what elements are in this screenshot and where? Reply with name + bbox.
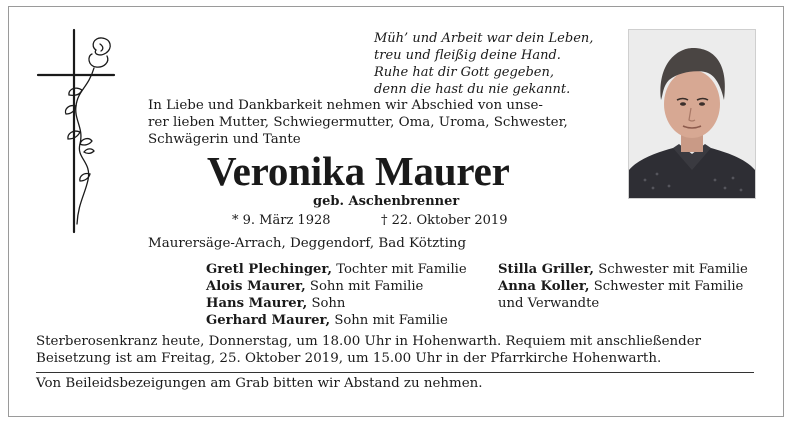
intro-line: In Liebe und Dankbarkeit nehmen wir Abschied von unse- xyxy=(148,98,543,113)
intro-line: Schwägerin und Tante xyxy=(148,132,301,147)
mourner-relation: Schwester mit Familie xyxy=(589,279,744,294)
mourner-relation: Sohn mit Familie xyxy=(305,279,424,294)
mourners-right xyxy=(498,261,748,312)
mourner-entry xyxy=(206,261,467,278)
deceased-name: Veronika Maurer xyxy=(207,148,510,194)
footer-note: Von Beileidsbezeigungen am Grab bitten wir Abstand zu nehmen. xyxy=(36,376,483,391)
places: Maurersäge-Arrach, Deggendorf, Bad Kötzting xyxy=(148,236,467,251)
intro-line: rer lieben Mutter, Schwiegermutter, Oma, Uroma, Schwester, xyxy=(148,115,568,130)
mourner-entry xyxy=(206,312,467,329)
mourner-entry xyxy=(498,278,748,295)
mourner-name: Gretl Plechinger, xyxy=(206,262,333,277)
mourner-name: Alois Maurer, xyxy=(206,279,306,294)
mourner-name: Anna Koller, xyxy=(498,279,590,294)
birth-name: geb. Aschenbrenner xyxy=(313,194,460,209)
divider xyxy=(36,372,754,373)
ceremony-line: Beisetzung ist am Freitag, 25. Oktober 2019, um 15.00 Uhr in der Pfarrkirche Hohenwarth. xyxy=(36,351,662,366)
death-date: † 22. Oktober 2019 xyxy=(381,213,508,228)
poem-line: treu und fleißig deine Hand. xyxy=(374,48,561,63)
mourner-relation: Sohn xyxy=(307,296,346,311)
mourner-entry xyxy=(498,295,748,312)
poem-line: Ruhe hat dir Gott gegeben, xyxy=(374,65,555,80)
mourner-entry xyxy=(206,278,467,295)
ceremony-line: Sterberosenkranz heute, Donnerstag, um 18.00 Uhr in Hohenwarth. Requiem mit anschließender xyxy=(36,334,702,349)
mourner-relation: Schwester mit Familie xyxy=(594,262,748,277)
cross-with-rose-icon xyxy=(30,28,130,234)
mourner-relation: Sohn mit Familie xyxy=(330,313,448,328)
mourners-left xyxy=(206,261,467,329)
mourner-relation: Tochter mit Familie xyxy=(332,262,467,277)
ceremony-info xyxy=(36,333,754,367)
mourner-name: Stilla Griller, xyxy=(498,262,594,277)
birth-date: * 9. März 1928 xyxy=(232,213,331,228)
mourner-entry xyxy=(498,261,748,278)
poem-line: denn die hast du nie gekannt. xyxy=(374,82,571,97)
portrait-photo xyxy=(628,29,756,199)
poem-line: Müh’ und Arbeit war dein Leben, xyxy=(374,31,594,46)
mourner-name: Gerhard Maurer, xyxy=(206,313,331,328)
mourner-relation: und Verwandte xyxy=(498,296,600,311)
mourner-entry xyxy=(206,295,467,312)
mourner-name: Hans Maurer, xyxy=(206,296,308,311)
intro-text xyxy=(148,97,603,148)
poem xyxy=(374,30,614,98)
